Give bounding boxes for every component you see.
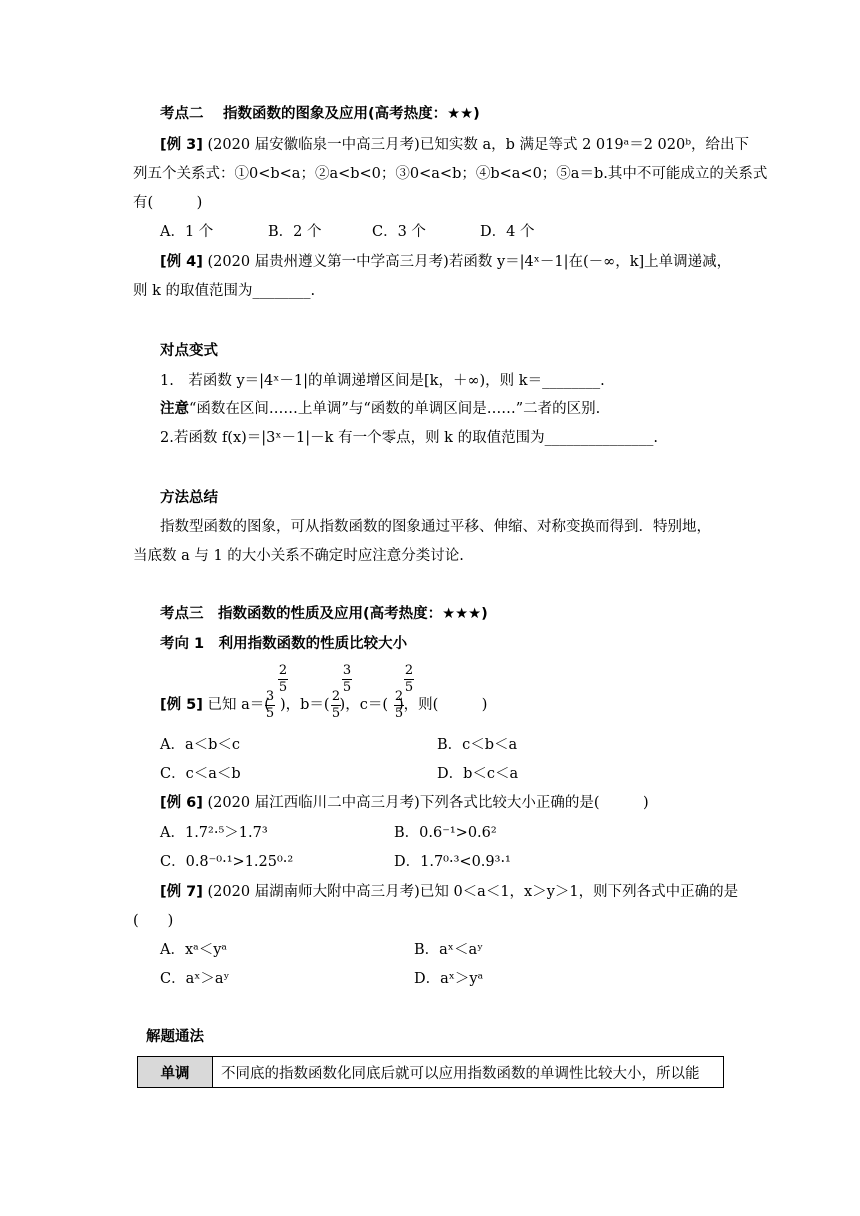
example-4-label: [例 4] [160, 254, 203, 270]
practice-question-1: 1. 若函数 y＝|4ˣ－1|的单调递增区间是[k，＋∞)，则 k＝________. [160, 373, 605, 389]
example-3-text-1: (2020 届安徽临泉一中高三月考)已知实数 a，b 满足等式 2 019ᵃ＝2 020ᵇ，给出下 [202, 137, 750, 153]
c-exp-numerator: 2 [404, 663, 414, 678]
table-row [138, 1057, 724, 1088]
example-6-option-c: C．0.8⁻⁰·¹>1.25⁰·² [160, 854, 294, 870]
example-3-option-a: A．1 个 [160, 224, 214, 240]
example-7-option-a: A．xᵃ＜yᵃ [160, 942, 228, 958]
method-text-1: 指数型函数的图象，可从指数函数的图象通过平移、伸缩、对称变换而得到．特别地， [160, 519, 711, 535]
practice-title: 对点变式 [160, 343, 218, 359]
example-4-line-1 [160, 252, 731, 272]
table-body-cell: 不同底的指数函数化同底后就可以应用指数函数的单调性比较大小，所以能 [213, 1057, 724, 1088]
example-5-mid-1: )，b＝( [279, 697, 330, 713]
example-5-mid-2: )，c＝( [339, 697, 388, 713]
example-3-option-c: C．3 个 [372, 224, 426, 240]
example-7-option-d: D．aˣ＞yᵃ [414, 971, 484, 987]
practice-question-2: 2.若函数 f(x)＝|3ˣ－1|－k 有一个零点，则 k 的取值范围为_______________. [160, 430, 658, 446]
example-4-line-2: 则 k 的取值范围为________. [133, 283, 316, 299]
example-4-text-1: (2020 届贵州遵义第一中学高三月考)若函数 y＝|4ˣ－1|在(－∞，k]上单调递减， [202, 254, 732, 270]
b-exp-numerator: 3 [342, 663, 352, 678]
example-5-pre: 已知 a＝( [202, 697, 270, 713]
table-head-cell: 单调 [138, 1057, 213, 1088]
practice-note-text: “函数在区间……上单调”与“函数的单调区间是……”二者的区别. [189, 401, 601, 417]
a-exp-denominator: 5 [278, 680, 288, 695]
method-text-2: 当底数 a 与 1 的大小关系不确定时应注意分类讨论. [133, 548, 464, 564]
method-title: 方法总结 [160, 490, 218, 506]
example-6-text: (2020 届江西临川二中高三月考)下列各式比较大小正确的是( ) [202, 795, 649, 811]
a-exp-numerator: 2 [278, 663, 288, 678]
example-5-option-a: A．a＜b＜c [160, 737, 241, 753]
section-title-2: 考点二 指数函数的图象及应用(高考热度：★★) [160, 106, 480, 122]
example-5-label: [例 5] [160, 697, 203, 713]
example-3-line-2: 列五个关系式：①0<b<a；②a<b<0；③0<a<b；④b<a<0；⑤a＝b.其中不可能成立的关系式 [133, 166, 768, 182]
example-3-line-3: 有( ) [133, 195, 203, 211]
example-6-line [160, 793, 649, 813]
a-base-numerator: 3 [265, 689, 275, 704]
example-7-option-c: C．aˣ＞aʸ [160, 971, 230, 987]
a-base-denominator: 5 [265, 706, 275, 721]
practice-note-label: 注意 [160, 401, 189, 417]
example-6-option-b: B．0.6⁻¹>0.6² [394, 825, 497, 841]
c-exp-denominator: 5 [404, 680, 414, 695]
c-base-numerator: 2 [394, 689, 404, 704]
solve-table [137, 1056, 724, 1088]
example-5-option-c: C．c＜a＜b [160, 766, 241, 782]
example-5-option-d: D．b＜c＜a [437, 766, 519, 782]
example-7-label: [例 7] [160, 884, 203, 900]
section-title-3: 考点三 指数函数的性质及应用(高考热度：★★★) [160, 606, 488, 622]
c-base-denominator: 5 [394, 706, 404, 721]
b-base-numerator: 2 [331, 689, 341, 704]
example-5-post: )，则( ) [397, 697, 488, 713]
example-3-label: [例 3] [160, 137, 203, 153]
example-3-option-b: B．2 个 [268, 224, 322, 240]
example-7-text-1: (2020 届湖南师大附中高三月考)已知 0＜a＜1，x＞y＞1，则下列各式中正确的是 [202, 884, 739, 900]
direction-1-title: 考向 1 利用指数函数的性质比较大小 [160, 636, 408, 652]
example-7-line-2: ( ) [133, 913, 174, 929]
example-3-option-d: D．4 个 [480, 224, 535, 240]
solve-title: 解题通法 [146, 1029, 204, 1045]
example-7-line-1 [160, 882, 738, 902]
example-6-option-d: D．1.7⁰·³<0.9³·¹ [394, 854, 511, 870]
example-3-line-1 [160, 135, 749, 155]
b-exp-denominator: 5 [342, 680, 352, 695]
b-base-denominator: 5 [331, 706, 341, 721]
example-6-label: [例 6] [160, 795, 203, 811]
example-7-option-b: B．aˣ＜aʸ [414, 942, 484, 958]
practice-note [160, 399, 600, 419]
example-6-option-a: A．1.7²·⁵＞1.7³ [160, 825, 268, 841]
example-5-option-b: B．c＜b＜a [437, 737, 518, 753]
example-5-line [160, 695, 487, 715]
